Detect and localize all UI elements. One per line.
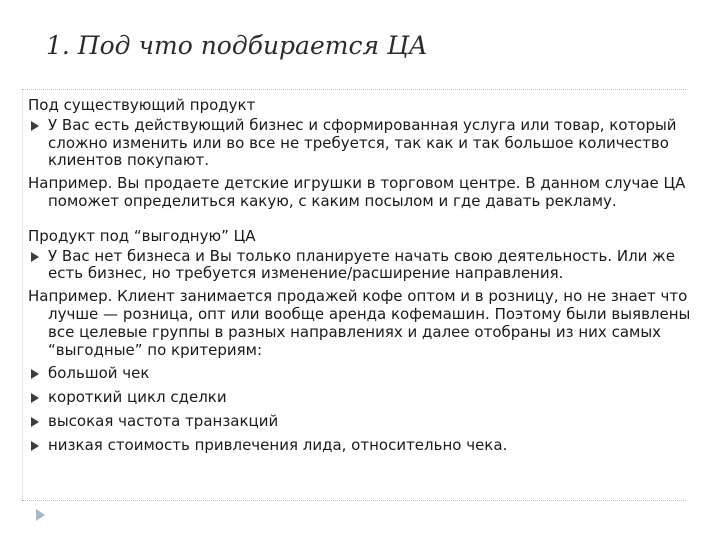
bullet-arrow-icon [31,441,39,451]
bullet-text: У Вас есть действующий бизнес и сформированная услуга или товар, который сложно изменить или во все не требуется, так как и так большое количество клиентов покупают. [48,115,677,170]
bullet-no-business [28,248,714,284]
example-toys: Например. Вы продаете детские игрушки в торговом центре. В данном случае ЦА поможет определиться какую, с каким посылом и где давать рекламу. [28,174,686,210]
criteria-item [28,413,714,431]
bullet-arrow-icon [31,393,39,403]
corner-arrow-icon [36,509,45,521]
section-spacer [28,211,714,228]
criteria-text: большой чек [48,364,150,383]
slide-content [28,97,714,455]
slide-title: 1. Под что подбирается ЦА [46,31,428,60]
content-left-border [22,89,23,501]
bullet-arrow-icon [31,252,39,262]
section-heading-profitable-audience: Продукт под “выгодную” ЦА [28,226,256,245]
example-coffee: Например. Клиент занимается продажей кофе оптом и в розницу, но не знает что лучше — розница, опт или вообще аренда кофемашин. Поэтому были выявлены все целевые группы в разных направлениях и далее отобраны из них самых “выгодные” по критериям: [28,287,691,359]
criteria-item [28,389,714,407]
bullet-arrow-icon [31,121,39,131]
criteria-text: короткий цикл сделки [48,388,227,407]
section-heading-existing-product: Под существующий продукт [28,96,256,114]
criteria-text: высокая частота транзакций [48,411,279,430]
criteria-item [28,437,714,455]
criteria-text: низкая стоимость привлечения лида, относительно чека. [48,435,508,454]
title-divider [22,89,686,90]
bullet-arrow-icon [31,369,39,379]
bottom-divider [22,500,686,501]
bullet-existing-business [28,117,714,170]
bullet-arrow-icon [31,417,39,427]
bullet-text: У Вас нет бизнеса и Вы только планируете начать свою деятельность. Или же есть бизнес, но требуется изменение/расширение направления. [48,246,675,283]
criteria-item [28,365,714,383]
